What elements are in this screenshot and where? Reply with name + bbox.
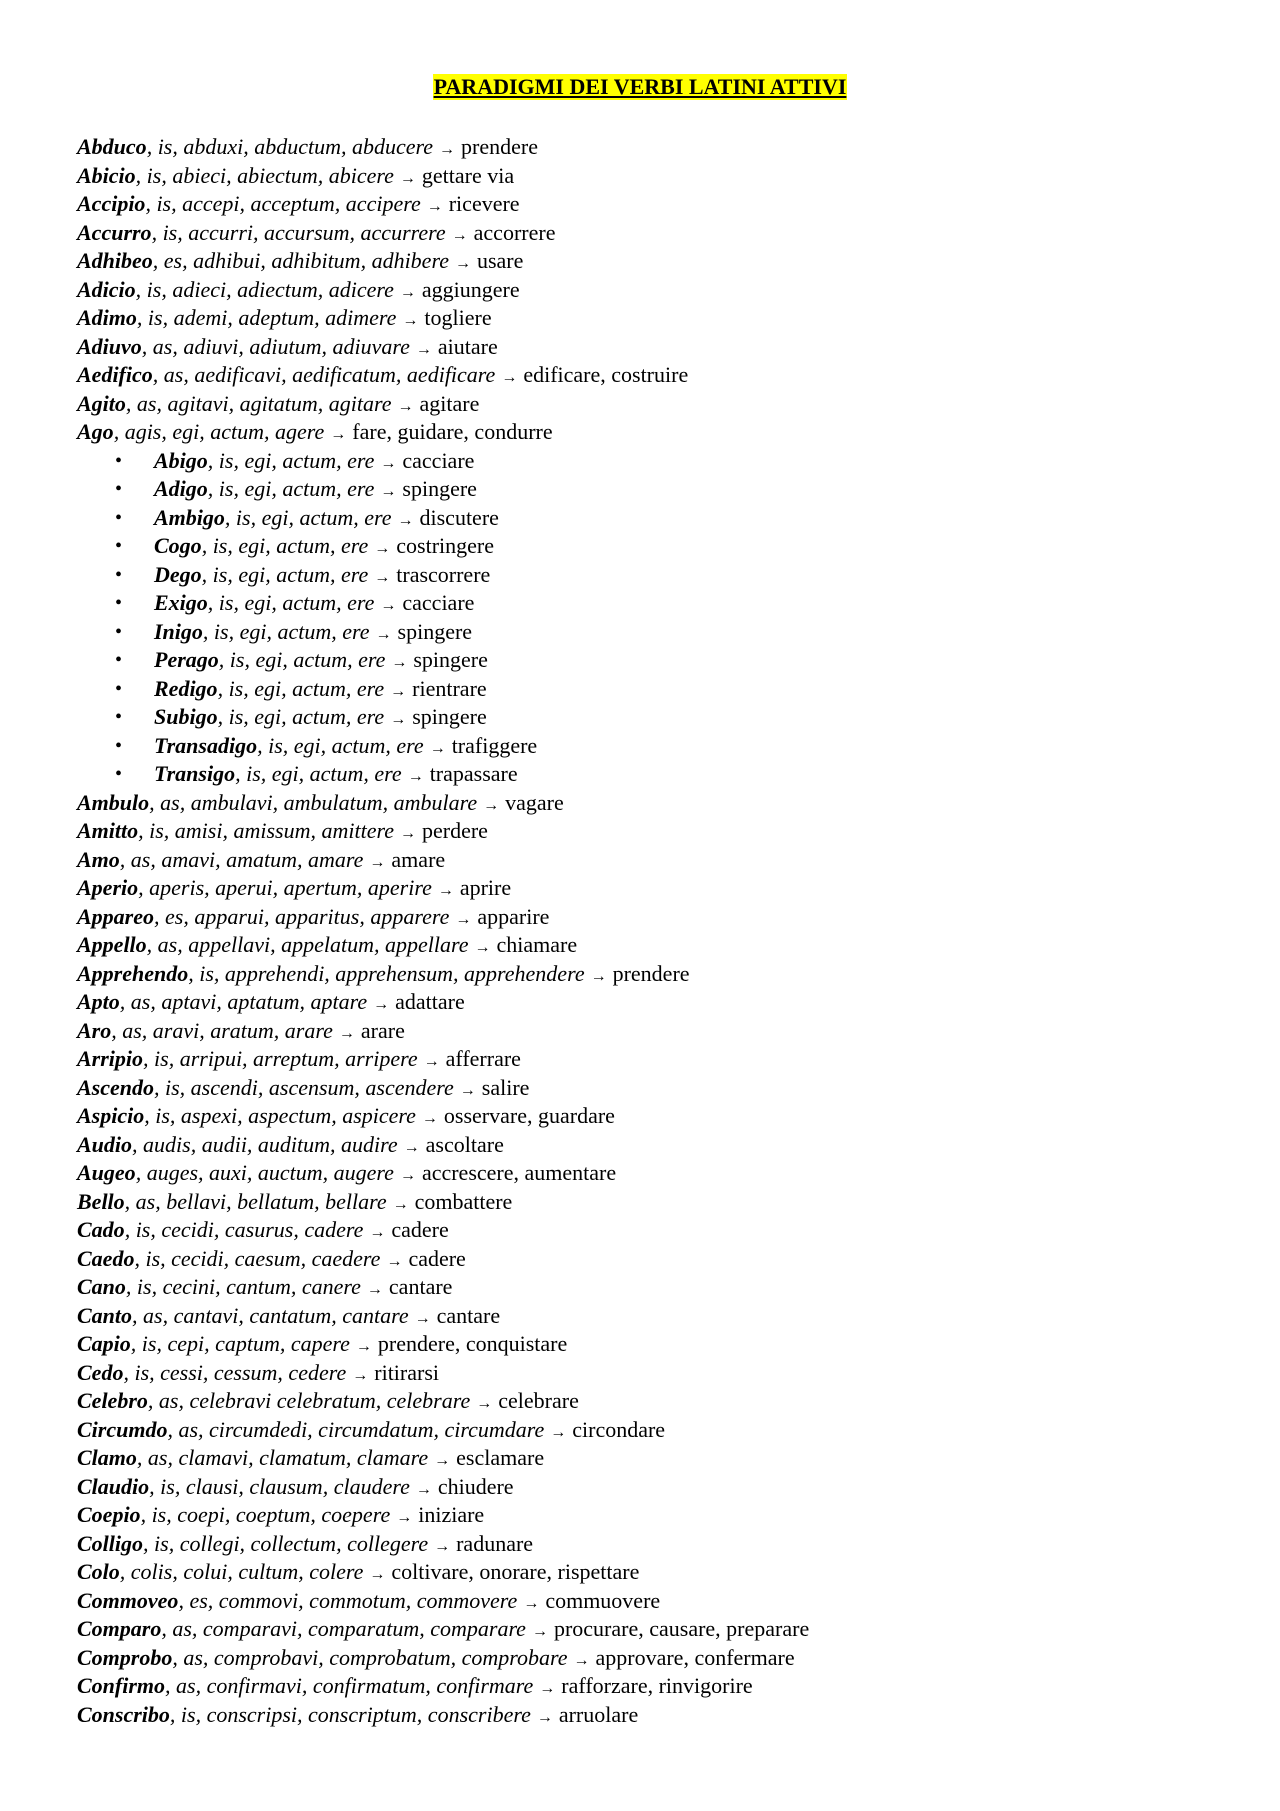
arrow-icon: → bbox=[374, 540, 391, 557]
verb-headword: Dego bbox=[154, 561, 202, 587]
verb-headword: Adigo bbox=[154, 476, 208, 501]
list-item bbox=[77, 960, 1240, 989]
verb-headword: Canto bbox=[77, 1302, 133, 1328]
verb-principal-parts: , is, abieci, abiectum, abicere bbox=[135, 162, 394, 188]
verb-headword: Audio bbox=[77, 1131, 133, 1157]
arrow-icon: → bbox=[397, 511, 414, 529]
verb-meaning: ascoltare bbox=[425, 1131, 504, 1157]
verb-meaning: approvare, confermare bbox=[595, 1644, 795, 1670]
verb-headword: Adimo bbox=[77, 305, 137, 330]
list-item bbox=[77, 903, 1240, 932]
verb-principal-parts: , aperis, aperui, apertum, aperire bbox=[138, 875, 432, 900]
verb-principal-parts: , as, amavi, amatum, amare bbox=[119, 846, 364, 872]
list-item bbox=[77, 1045, 1240, 1074]
verb-headword: Abigo bbox=[154, 447, 208, 473]
verb-meaning: amare bbox=[391, 846, 446, 872]
verb-principal-parts: , is, accepi, acceptum, accipere bbox=[145, 191, 421, 216]
verb-principal-parts: , is, egi, actum, ere bbox=[218, 647, 386, 672]
verb-principal-parts: , is, aspexi, aspectum, aspicere bbox=[144, 1103, 416, 1128]
sub-list-item bbox=[77, 504, 1240, 533]
list-item bbox=[77, 190, 1240, 219]
list-item bbox=[77, 1444, 1240, 1473]
verb-principal-parts: , is, apprehendi, apprehensum, apprehendere bbox=[188, 960, 585, 986]
bullet-icon: • bbox=[115, 478, 123, 500]
arrow-icon: → bbox=[373, 996, 390, 1013]
list-item bbox=[77, 1102, 1240, 1131]
arrow-icon: → bbox=[402, 312, 419, 329]
verb-headword: Conscribo bbox=[77, 1701, 170, 1727]
verb-headword: Transadigo bbox=[154, 732, 258, 758]
verb-principal-parts: , as, comprobavi, comprobatum, comprobare bbox=[172, 1644, 568, 1670]
verb-headword: Subigo bbox=[154, 704, 218, 729]
list-item bbox=[77, 1501, 1240, 1530]
bullet-icon: • bbox=[115, 563, 123, 586]
verb-meaning: apparire bbox=[477, 903, 550, 929]
verb-headword: Colo bbox=[77, 1559, 120, 1584]
verb-principal-parts: , is, egi, actum, ere bbox=[224, 504, 392, 530]
verb-principal-parts: , is, adieci, adiectum, adicere bbox=[135, 276, 394, 302]
bullet-icon: • bbox=[115, 506, 123, 529]
verb-principal-parts: , agis, egi, actum, agere bbox=[113, 419, 325, 444]
list-item bbox=[77, 1216, 1240, 1245]
verb-principal-parts: , is, egi, actum, ere bbox=[207, 590, 375, 615]
verb-headword: Transigo bbox=[154, 761, 236, 786]
verb-headword: Clamo bbox=[77, 1445, 137, 1470]
verb-meaning: chiamare bbox=[496, 932, 578, 957]
verb-principal-parts: , is, arripui, arreptum, arripere bbox=[143, 1046, 418, 1071]
verb-principal-parts: , as, comparavi, comparatum, comparare bbox=[161, 1616, 526, 1641]
verb-principal-parts: , is, egi, actum, ere bbox=[235, 761, 402, 786]
list-item bbox=[77, 988, 1240, 1017]
list-item bbox=[77, 390, 1240, 419]
verb-headword: Perago bbox=[154, 647, 219, 672]
verb-headword: Cogo bbox=[154, 533, 202, 558]
list-item bbox=[77, 1302, 1240, 1331]
verb-meaning: rientrare bbox=[412, 675, 487, 701]
verb-meaning: cacciare bbox=[402, 590, 475, 615]
arrow-icon: → bbox=[483, 796, 500, 814]
verb-meaning: spingere bbox=[412, 704, 487, 729]
arrow-icon: → bbox=[439, 141, 456, 158]
arrow-icon: → bbox=[531, 1623, 548, 1640]
verb-headword: Cado bbox=[77, 1217, 125, 1242]
verb-headword: Circumdo bbox=[77, 1416, 168, 1442]
verb-meaning: ricevere bbox=[448, 191, 520, 216]
verb-meaning: celebrare bbox=[498, 1388, 579, 1413]
sub-list-item bbox=[77, 675, 1240, 704]
verb-meaning: edificare, costruire bbox=[523, 362, 689, 387]
arrow-icon: → bbox=[455, 910, 472, 928]
verb-meaning: aiutare bbox=[437, 333, 498, 359]
verb-meaning: coltivare, onorare, rispettare bbox=[391, 1559, 640, 1584]
list-item bbox=[77, 162, 1240, 191]
verb-headword: Agito bbox=[77, 390, 126, 416]
verb-headword: Cedo bbox=[77, 1359, 124, 1385]
arrow-icon: → bbox=[429, 739, 446, 757]
verb-meaning: discutere bbox=[419, 504, 499, 530]
verb-principal-parts: , is, egi, actum, ere bbox=[257, 732, 424, 758]
arrow-icon: → bbox=[330, 426, 347, 443]
verb-principal-parts: , is, cepi, captum, capere bbox=[130, 1331, 350, 1356]
verb-principal-parts: , is, conscripsi, conscriptum, conscribere bbox=[169, 1701, 531, 1727]
verb-meaning: combattere bbox=[414, 1188, 513, 1214]
verb-meaning: esclamare bbox=[456, 1445, 545, 1470]
verb-principal-parts: , is, amisi, amissum, amittere bbox=[138, 818, 394, 843]
verb-meaning: spingere bbox=[397, 618, 473, 644]
verb-meaning: chiudere bbox=[437, 1473, 514, 1499]
verb-headword: Coepio bbox=[77, 1502, 141, 1527]
verb-headword: Cano bbox=[77, 1274, 126, 1299]
verb-principal-parts: , is, egi, actum, ere bbox=[207, 447, 375, 473]
list-item bbox=[77, 247, 1240, 276]
sub-list-item bbox=[77, 760, 1240, 789]
verb-principal-parts: , es, apparui, apparitus, apparere bbox=[154, 903, 450, 929]
verb-meaning: osservare, guardare bbox=[443, 1103, 615, 1128]
arrow-icon: → bbox=[374, 568, 391, 586]
verb-principal-parts: , audis, audii, auditum, audire bbox=[132, 1131, 398, 1157]
arrow-icon: → bbox=[550, 1423, 567, 1441]
arrow-icon: → bbox=[454, 255, 471, 272]
verb-headword: Accipio bbox=[77, 191, 146, 216]
list-item bbox=[77, 1587, 1240, 1616]
verb-principal-parts: , is, collegi, collectum, collegere bbox=[143, 1530, 429, 1556]
list-item bbox=[77, 219, 1240, 248]
arrow-icon: → bbox=[338, 1024, 355, 1042]
verb-principal-parts: , as, circumdedi, circumdatum, circumdare bbox=[167, 1416, 545, 1442]
arrow-icon: → bbox=[352, 1366, 369, 1384]
verb-meaning: fare, guidare, condurre bbox=[352, 419, 553, 444]
verb-headword: Celebro bbox=[77, 1388, 148, 1413]
verb-principal-parts: , as, confirmavi, confirmatum, confirmare bbox=[165, 1673, 534, 1698]
verb-headword: Appareo bbox=[77, 903, 154, 929]
verb-principal-parts: , as, aravi, aratum, arare bbox=[111, 1017, 333, 1043]
verb-principal-parts: , es, adhibui, adhibitum, adhibere bbox=[152, 248, 449, 273]
arrow-icon: → bbox=[414, 1309, 431, 1327]
verb-headword: Comprobo bbox=[77, 1644, 173, 1670]
arrow-icon: → bbox=[407, 768, 424, 785]
arrow-icon: → bbox=[415, 340, 432, 358]
verb-headword: Appello bbox=[77, 932, 147, 957]
arrow-icon: → bbox=[390, 711, 407, 728]
verb-principal-parts: , auges, auxi, auctum, augere bbox=[135, 1160, 394, 1185]
verb-meaning: circondare bbox=[572, 1416, 666, 1442]
verb-meaning: gettare via bbox=[421, 162, 515, 188]
verb-meaning: usare bbox=[476, 248, 524, 273]
arrow-icon: → bbox=[421, 1110, 438, 1127]
verb-principal-parts: , es, commovi, commotum, commovere bbox=[178, 1587, 518, 1613]
list-item bbox=[77, 1074, 1240, 1103]
verb-principal-parts: , is, cecidi, caesum, caedere bbox=[134, 1245, 381, 1271]
verb-meaning: rafforzare, rinvigorire bbox=[561, 1673, 753, 1698]
verb-principal-parts: , as, appellavi, appelatum, appellare bbox=[146, 932, 469, 957]
verb-meaning: aprire bbox=[459, 875, 512, 900]
verb-meaning: vagare bbox=[505, 789, 564, 815]
list-item bbox=[77, 789, 1240, 818]
verb-meaning: cantare bbox=[436, 1302, 501, 1328]
verb-headword: Ago bbox=[77, 419, 114, 444]
arrow-icon: → bbox=[390, 682, 407, 700]
list-item bbox=[77, 133, 1240, 162]
verb-headword: Claudio bbox=[77, 1473, 150, 1499]
verb-principal-parts: , is, egi, actum, ere bbox=[217, 675, 385, 701]
verb-meaning: cacciare bbox=[402, 447, 475, 473]
arrow-icon: → bbox=[369, 1224, 386, 1241]
arrow-icon: → bbox=[366, 1281, 383, 1298]
arrow-icon: → bbox=[437, 882, 454, 899]
verb-headword: Redigo bbox=[154, 675, 218, 701]
arrow-icon: → bbox=[399, 825, 416, 842]
verb-meaning: cadere bbox=[391, 1217, 449, 1242]
verb-headword: Adiuvo bbox=[77, 333, 142, 359]
bullet-icon: • bbox=[115, 734, 123, 757]
list-item bbox=[77, 846, 1240, 875]
verb-principal-parts: , is, ascendi, ascensum, ascendere bbox=[154, 1074, 454, 1100]
verb-headword: Amo bbox=[77, 846, 120, 872]
verb-headword: Commoveo bbox=[77, 1587, 179, 1613]
list-item bbox=[77, 1473, 1240, 1502]
verb-principal-parts: , as, celebravi celebratum, celebrare bbox=[147, 1388, 471, 1413]
arrow-icon: → bbox=[434, 1452, 451, 1469]
arrow-icon: → bbox=[375, 625, 392, 643]
list-item bbox=[77, 1672, 1240, 1701]
verb-headword: Ambulo bbox=[77, 789, 150, 815]
arrow-icon: → bbox=[355, 1338, 372, 1355]
verb-principal-parts: , is, coepi, coeptum, coepere bbox=[140, 1502, 391, 1527]
arrow-icon: → bbox=[399, 1167, 416, 1184]
list-item bbox=[77, 1245, 1240, 1274]
list-item bbox=[77, 1644, 1240, 1673]
verb-meaning: togliere bbox=[424, 305, 492, 330]
arrow-icon: → bbox=[391, 654, 408, 671]
verb-principal-parts: , is, accurri, accursum, accurrere bbox=[151, 219, 446, 245]
arrow-icon: → bbox=[423, 1053, 440, 1070]
verb-principal-parts: , is, egi, actum, ere bbox=[217, 704, 385, 729]
verb-meaning: radunare bbox=[456, 1530, 534, 1556]
verb-headword: Aspicio bbox=[77, 1103, 145, 1128]
sub-list-item bbox=[77, 589, 1240, 618]
verb-meaning: commuovere bbox=[545, 1587, 661, 1613]
verb-meaning: arruolare bbox=[558, 1701, 639, 1727]
arrow-icon: → bbox=[451, 226, 468, 244]
arrow-icon: → bbox=[434, 1537, 451, 1555]
verb-headword: Ascendo bbox=[77, 1074, 154, 1100]
verb-headword: Capio bbox=[77, 1331, 131, 1356]
arrow-icon: → bbox=[476, 1395, 493, 1412]
verb-principal-parts: , is, egi, actum, ere bbox=[201, 533, 369, 558]
bullet-icon: • bbox=[115, 677, 123, 700]
verb-meaning: perdere bbox=[421, 818, 488, 843]
verb-headword: Comparo bbox=[77, 1616, 162, 1641]
list-item bbox=[77, 1131, 1240, 1160]
bullet-icon: • bbox=[115, 449, 123, 472]
arrow-icon: → bbox=[380, 597, 397, 614]
sub-list-item bbox=[77, 561, 1240, 590]
verb-principal-parts: , is, cessi, cessum, cedere bbox=[123, 1359, 347, 1385]
verb-principal-parts: , as, aedificavi, aedificatum, aedificare bbox=[152, 362, 496, 387]
title-wrapper bbox=[0, 74, 1280, 100]
verb-meaning: ritirarsi bbox=[374, 1359, 440, 1385]
verb-headword: Bello bbox=[77, 1188, 125, 1214]
list-item bbox=[77, 1359, 1240, 1388]
list-item bbox=[77, 361, 1240, 390]
verb-headword: Amitto bbox=[77, 818, 139, 843]
verb-headword: Abduco bbox=[77, 134, 147, 159]
verb-meaning: procurare, causare, preparare bbox=[553, 1616, 810, 1641]
verb-principal-parts: , as, aptavi, aptatum, aptare bbox=[119, 989, 368, 1014]
bullet-icon: • bbox=[115, 763, 123, 785]
verb-headword: Aro bbox=[77, 1017, 112, 1043]
sub-list-item bbox=[77, 646, 1240, 675]
verb-meaning: trapassare bbox=[429, 761, 518, 786]
verb-principal-parts: , as, cantavi, cantatum, cantare bbox=[132, 1302, 409, 1328]
verb-principal-parts: , is, abduxi, abductum, abducere bbox=[146, 134, 434, 159]
verb-headword: Apprehendo bbox=[77, 960, 189, 986]
arrow-icon: → bbox=[380, 483, 397, 500]
list-item bbox=[77, 304, 1240, 333]
arrow-icon: → bbox=[396, 1509, 413, 1526]
verb-headword: Arripio bbox=[77, 1046, 144, 1071]
verb-principal-parts: , is, ademi, adeptum, adimere bbox=[136, 305, 397, 330]
list-item bbox=[77, 1159, 1240, 1188]
arrow-icon: → bbox=[399, 283, 416, 301]
verb-headword: Augeo bbox=[77, 1160, 136, 1185]
list-item bbox=[77, 333, 1240, 362]
verb-headword: Aperio bbox=[77, 875, 139, 900]
bullet-icon: • bbox=[115, 535, 123, 557]
verb-headword: Inigo bbox=[154, 618, 203, 644]
sub-list-item bbox=[77, 618, 1240, 647]
arrow-icon: → bbox=[386, 1252, 403, 1270]
list-item bbox=[77, 1416, 1240, 1445]
sub-list-item bbox=[77, 732, 1240, 761]
page-title: PARADIGMI DEI VERBI LATINI ATTIVI bbox=[433, 74, 847, 99]
verb-headword: Apto bbox=[77, 989, 120, 1014]
list-item bbox=[77, 1330, 1240, 1359]
verb-principal-parts: , colis, colui, cultum, colere bbox=[119, 1559, 364, 1584]
arrow-icon: → bbox=[474, 939, 491, 956]
list-item bbox=[77, 1701, 1240, 1730]
verb-meaning: arare bbox=[360, 1017, 405, 1043]
arrow-icon: → bbox=[501, 369, 518, 386]
verb-headword: Ambigo bbox=[154, 504, 225, 530]
arrow-icon: → bbox=[415, 1480, 432, 1498]
verb-principal-parts: , as, clamavi, clamatum, clamare bbox=[136, 1445, 429, 1470]
arrow-icon: → bbox=[397, 397, 414, 415]
verb-principal-parts: , is, cecidi, casurus, cadere bbox=[124, 1217, 364, 1242]
arrow-icon: → bbox=[523, 1594, 540, 1612]
verb-headword: Adhibeo bbox=[77, 248, 153, 273]
verb-meaning: afferrare bbox=[445, 1046, 521, 1071]
verb-principal-parts: , as, bellavi, bellatum, bellare bbox=[124, 1188, 387, 1214]
list-item bbox=[77, 1387, 1240, 1416]
verb-meaning: prendere bbox=[612, 960, 690, 986]
arrow-icon: → bbox=[426, 198, 443, 215]
verb-principal-parts: , is, cecini, cantum, canere bbox=[125, 1274, 361, 1299]
arrow-icon: → bbox=[590, 967, 607, 985]
verb-headword: Caedo bbox=[77, 1245, 135, 1271]
verb-meaning: prendere bbox=[461, 134, 538, 159]
sub-list-item bbox=[77, 475, 1240, 504]
bullet-icon: • bbox=[115, 620, 123, 643]
verb-headword: Colligo bbox=[77, 1530, 144, 1556]
verb-meaning: prendere, conquistare bbox=[377, 1331, 568, 1356]
list-item bbox=[77, 1017, 1240, 1046]
bullet-icon: • bbox=[115, 706, 123, 728]
verb-meaning: cantare bbox=[388, 1274, 453, 1299]
arrow-icon: → bbox=[399, 169, 416, 187]
arrow-icon: → bbox=[403, 1138, 420, 1156]
verb-meaning: trafiggere bbox=[451, 732, 538, 758]
sub-list-item bbox=[77, 447, 1240, 476]
verb-headword: Accurro bbox=[77, 219, 152, 245]
verb-meaning: adattare bbox=[395, 989, 465, 1014]
list-item bbox=[77, 1558, 1240, 1587]
list-item bbox=[77, 817, 1240, 846]
arrow-icon: → bbox=[380, 454, 397, 472]
verb-meaning: cadere bbox=[408, 1245, 466, 1271]
bullet-icon: • bbox=[115, 649, 123, 671]
arrow-icon: → bbox=[369, 1566, 386, 1583]
list-item bbox=[77, 1615, 1240, 1644]
verb-meaning: iniziare bbox=[418, 1502, 485, 1527]
verb-headword: Exigo bbox=[154, 590, 208, 615]
verb-meaning: costringere bbox=[396, 533, 495, 558]
list-item bbox=[77, 418, 1240, 447]
arrow-icon: → bbox=[536, 1708, 553, 1726]
arrow-icon: → bbox=[539, 1680, 556, 1697]
verb-meaning: accrescere, aumentare bbox=[421, 1160, 617, 1185]
arrow-icon: → bbox=[459, 1081, 476, 1099]
arrow-icon: → bbox=[573, 1651, 590, 1669]
verb-headword: Aedifico bbox=[77, 362, 153, 387]
sub-list-item bbox=[77, 532, 1240, 561]
bullet-icon: • bbox=[115, 592, 123, 614]
list-item bbox=[77, 874, 1240, 903]
arrow-icon: → bbox=[392, 1195, 409, 1213]
verb-principal-parts: , is, egi, actum, ere bbox=[201, 561, 369, 587]
verb-meaning: agitare bbox=[419, 390, 480, 416]
verb-meaning: accorrere bbox=[473, 219, 556, 245]
verb-headword: Confirmo bbox=[77, 1673, 166, 1698]
list-item bbox=[77, 1530, 1240, 1559]
sub-list-item bbox=[77, 703, 1240, 732]
list-item bbox=[77, 1273, 1240, 1302]
verb-principal-parts: , as, adiuvi, adiutum, adiuvare bbox=[141, 333, 410, 359]
verb-meaning: salire bbox=[481, 1074, 530, 1100]
verb-principal-parts: , is, egi, actum, ere bbox=[207, 476, 375, 501]
verb-headword: Abicio bbox=[77, 162, 136, 188]
verb-meaning: spingere bbox=[413, 647, 488, 672]
verb-list bbox=[77, 133, 1240, 1729]
list-item bbox=[77, 931, 1240, 960]
verb-meaning: spingere bbox=[402, 476, 477, 501]
verb-headword: Adicio bbox=[77, 276, 136, 302]
verb-meaning: aggiungere bbox=[421, 276, 520, 302]
verb-meaning: trascorrere bbox=[396, 561, 491, 587]
list-item bbox=[77, 1188, 1240, 1217]
verb-principal-parts: , as, agitavi, agitatum, agitare bbox=[125, 390, 392, 416]
verb-principal-parts: , is, clausi, clausum, claudere bbox=[149, 1473, 410, 1499]
list-item bbox=[77, 276, 1240, 305]
verb-principal-parts: , as, ambulavi, ambulatum, ambulare bbox=[149, 789, 478, 815]
verb-principal-parts: , is, egi, actum, ere bbox=[202, 618, 370, 644]
arrow-icon: → bbox=[369, 853, 386, 871]
